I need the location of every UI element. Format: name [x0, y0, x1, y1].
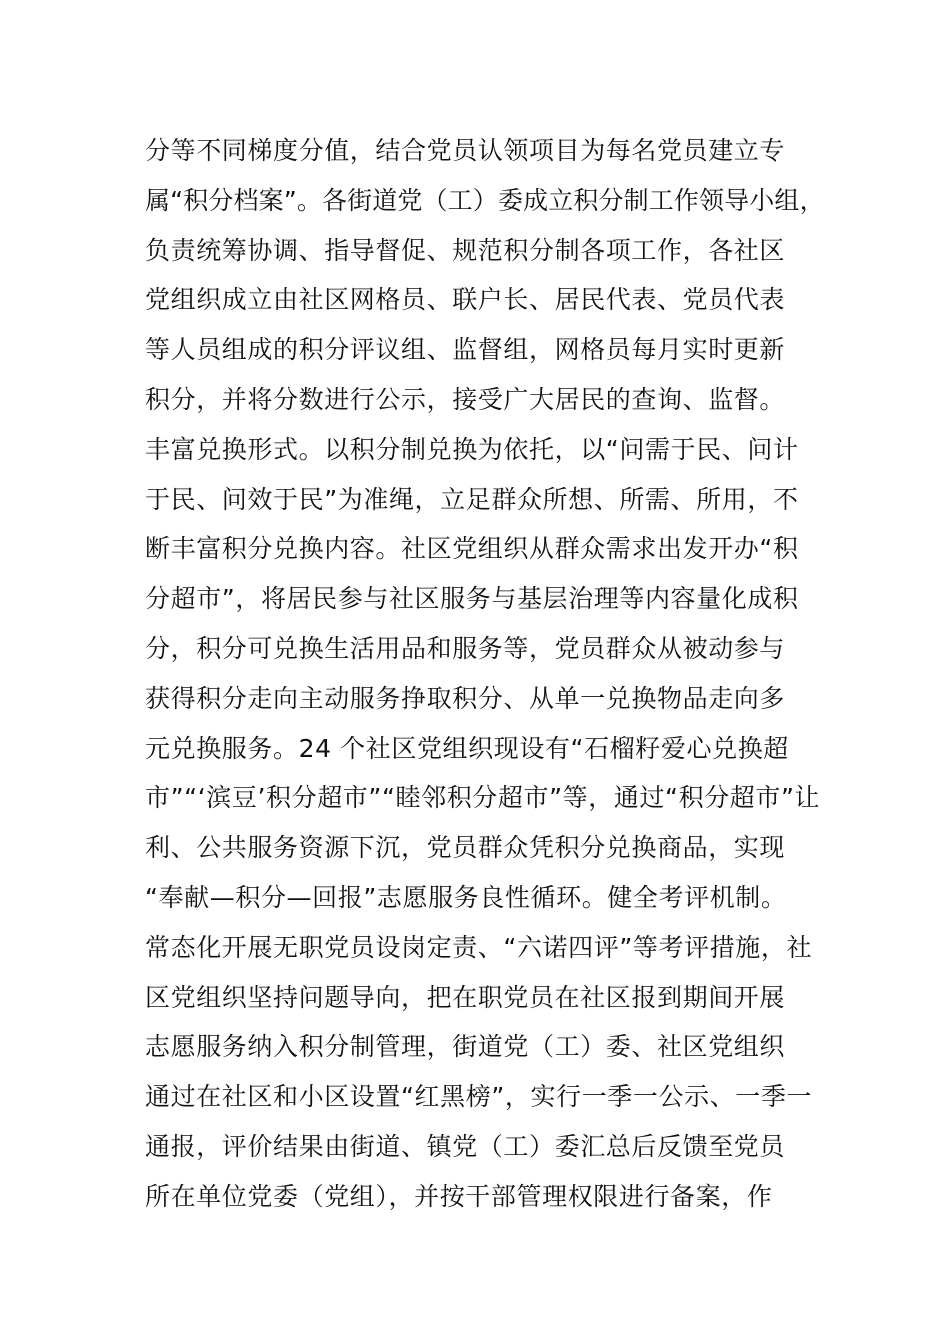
text-line: 获得积分走向主动服务挣取积分、从单一兑换物品走向多 [145, 683, 786, 713]
text-line: 区党组织坚持问题导向，把在职党员在社区报到期间开展 [145, 982, 786, 1012]
text-line: 市”“‘滨豆’积分超市”“睦邻积分超市”等，通过“积分超市”让 [145, 783, 821, 813]
text-line: 分超市”，将居民参与社区服务与基层治理等内容量化成积 [145, 584, 799, 614]
text-line: 等人员组成的积分评议组、监督组，网格员每月实时更新 [145, 335, 786, 365]
text-line: “奉献—积分—回报”志愿服务良性循环。健全考评机制。 [145, 882, 787, 912]
text-line: 属“积分档案”。各街道党（工）委成立积分制工作领导小组， [145, 185, 825, 215]
text-line: 于民、问效于民”为准绳，立足群众所想、所需、所用，不 [145, 484, 799, 514]
text-line: 积分，并将分数进行公示，接受广大居民的查询、监督。 [145, 384, 786, 414]
text-line: 利、公共服务资源下沉，党员群众凭积分兑换商品，实现 [145, 833, 786, 863]
text-line: 丰富兑换形式。以积分制兑换为依托，以“问需于民、问计 [145, 434, 799, 464]
text-line: 常态化开展无职党员设岗定责、“六诺四评”等考评措施，社 [145, 932, 813, 962]
body-text [145, 126, 825, 1222]
text-line: 分，积分可兑换生活用品和服务等，党员群众从被动参与 [145, 633, 786, 663]
text-line: 通报，评价结果由街道、镇党（工）委汇总后反馈至党员 [145, 1131, 786, 1161]
text-line: 分等不同梯度分值，结合党员认领项目为每名党员建立专 [145, 136, 786, 165]
text-line: 负责统筹协调、指导督促、规范积分制各项工作，各社区 [145, 235, 786, 265]
text-line: 党组织成立由社区网格员、联户长、居民代表、党员代表 [145, 285, 786, 315]
text-line: 通过在社区和小区设置“红黑榜”，实行一季一公示、一季一 [145, 1082, 813, 1112]
text-line: 志愿服务纳入积分制管理，街道党（工）委、社区党组织 [145, 1032, 786, 1062]
text-line: 元兑换服务。24 个社区党组织现设有“石榴籽爱心兑换超 [145, 733, 789, 763]
text-line: 断丰富积分兑换内容。社区党组织从群众需求出发开办“积 [145, 534, 799, 564]
text-line: 所在单位党委（党组），并按干部管理权限进行备案，作 [145, 1181, 773, 1211]
